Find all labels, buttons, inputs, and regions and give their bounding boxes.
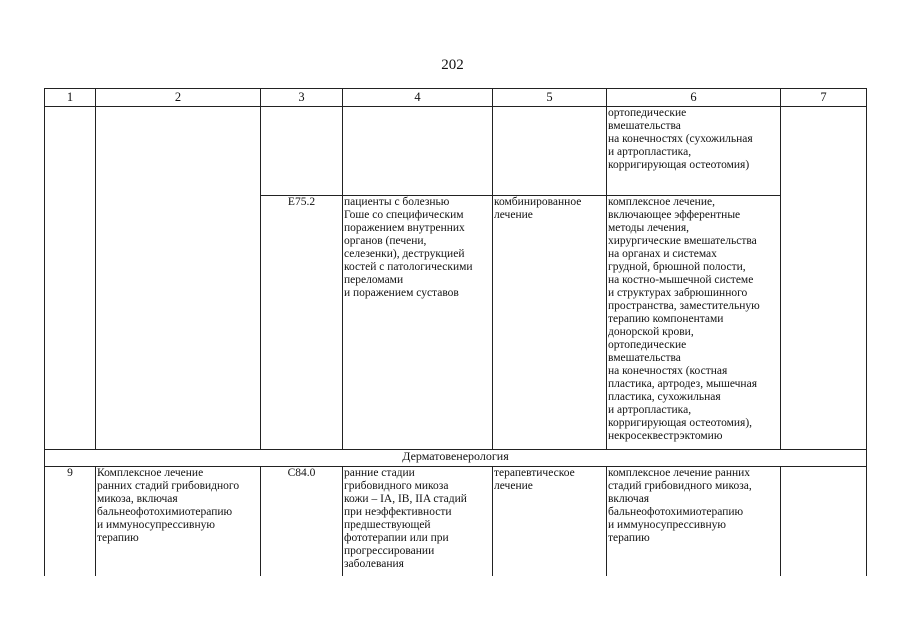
medical-care-table bbox=[44, 88, 867, 576]
table-row-9 bbox=[45, 467, 867, 576]
column-header: 4 bbox=[343, 89, 493, 107]
cell-col7-empty bbox=[781, 467, 867, 576]
column-number-row bbox=[45, 89, 867, 107]
cell-name: Комплексное лечение ранних стадий грибовидного микоза, включая бальнеофотохимиотерапию и иммуносупрессивную терапию bbox=[96, 467, 261, 576]
cell-number: 9 bbox=[45, 467, 96, 576]
column-header: 2 bbox=[96, 89, 261, 107]
cell-patient-model: пациенты с болезнью Гоше со специфическим поражением внутренних органов (печени, селезенки), деструкцией костей с патологическими переломами и поражением суставов bbox=[343, 196, 493, 450]
cell-code-empty bbox=[261, 107, 343, 196]
column-header: 1 bbox=[45, 89, 96, 107]
column-header: 6 bbox=[607, 89, 781, 107]
cell-patient-model: ранние стадии грибовидного микоза кожи – IA, IB, IIA стадий при неэффективности предшествующей фототерапии или при прогрессировании заболевания bbox=[343, 467, 493, 576]
cell-number-empty bbox=[45, 107, 96, 450]
column-header: 7 bbox=[781, 89, 867, 107]
cell-model-empty bbox=[343, 107, 493, 196]
cell-treatment-type: комбинированное лечение bbox=[493, 196, 607, 450]
cell-treatment-method: комплексное лечение ранних стадий грибовидного микоза, включая бальнеофотохимиотерапию и иммуносупрессивную терапию bbox=[607, 467, 781, 576]
cell-type-empty bbox=[493, 107, 607, 196]
table-row-continued bbox=[45, 107, 867, 196]
page-number: 202 bbox=[441, 57, 464, 73]
column-header: 5 bbox=[493, 89, 607, 107]
cell-name-empty bbox=[96, 107, 261, 450]
cell-col7-empty bbox=[781, 107, 867, 450]
cell-treatment-type: терапевтическое лечение bbox=[493, 467, 607, 576]
section-row bbox=[45, 450, 867, 467]
cell-treatment-method: комплексное лечение, включающее эфферентные методы лечения, хирургические вмешательства на органах и системах грудной, брюшной полости, на костно-мышечной системе и структурах забрюшинного пространства, заместительную терапию компонентами донорской крови, ортопедические вмешательства на конечностях (костная пластика, артродез, мышечная пластика, сухожильная и артропластика, корригирующая остеотомия), некросеквестрэктомию bbox=[607, 196, 781, 450]
cell-code: E75.2 bbox=[261, 196, 343, 450]
column-header: 3 bbox=[261, 89, 343, 107]
cell-code: C84.0 bbox=[261, 467, 343, 576]
cell-method: ортопедические вмешательства на конечностях (сухожильная и артропластика, корригирующая остеотомия) bbox=[607, 107, 781, 196]
section-title: Дерматовенерология bbox=[45, 450, 867, 467]
